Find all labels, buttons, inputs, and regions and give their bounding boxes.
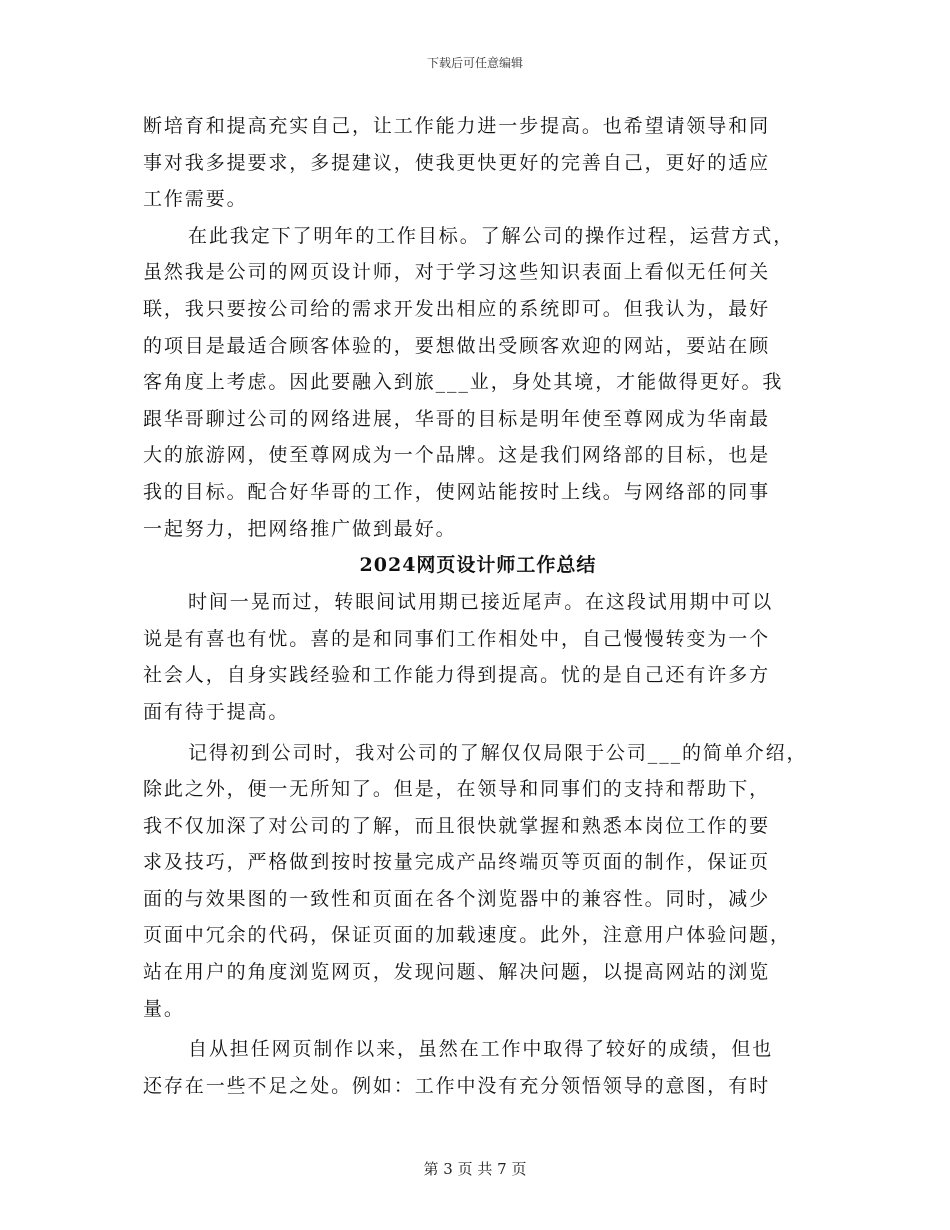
text-line: 求及技巧，严格做到按时按量完成产品终端页等页面的制作，保证页 [143,851,771,874]
text-line: 自从担任网页制作以来，虽然在工作中取得了较好的成绩，但也 [188,1038,774,1061]
text-line: 虽然我是公司的网页设计师，对于学习这些知识表面上看似无任何关 [143,261,771,284]
paragraph-continuation [143,108,833,218]
text-line: 社会人，自身实践经验和工作能力得到提高。忧的是自己还有许多方 [143,664,771,687]
text-line: 的项目是最适合顾客体验的，要想做出受顾客欢迎的网站，要站在顾 [143,334,771,357]
text-line: 我不仅加深了对公司的了解，而且很快就掌握和熟悉本岗位工作的要 [143,814,771,837]
paragraph-learning [143,735,833,1028]
paragraph-probation [143,584,833,730]
text-line: 一起努力，把网络推广做到最好。 [143,517,457,540]
section-heading: 2024网页设计师工作总结 [359,554,597,577]
document-body [143,108,833,1104]
paragraph-shortcomings [143,1031,833,1104]
page-header: 下载后可任意编辑 [426,56,523,70]
text-line: 面有待于提高。 [143,700,290,723]
paragraph-goals [143,218,833,547]
text-line: 我的目标。配合好华哥的工作，使网站能按时上线。与网络部的同事 [143,480,771,503]
page-footer: 第 3 页 共 7 页 [423,1160,527,1178]
text-line: 工作需要。 [143,188,248,211]
text-line: 站在用户的角度浏览网页，发现问题、解决问题，以提高网站的浏览 [143,961,771,984]
text-line: 记得初到公司时，我对公司的了解仅仅局限于公司___的简单介绍， [188,741,808,764]
text-line: 量。 [143,997,185,1020]
text-line: 联，我只要按公司给的需求开发出相应的系统即可。但我认为，最好 [143,297,771,320]
text-line: 断培育和提高充实自己，让工作能力进一步提高。也希望请领导和同 [143,115,771,137]
text-line: 在此我定下了明年的工作目标。了解公司的操作过程，运营方式， [188,224,795,247]
text-line: 跟华哥聊过公司的网络进展，华哥的目标是明年使至尊网成为华南最 [143,407,771,430]
text-line: 客角度上考虑。因此要融入到旅___业，身处其境，才能做得更好。我 [143,371,784,394]
text-line: 页面中冗余的代码，保证页面的加载速度。此外，注意用户体验问题， [143,924,791,947]
text-line: 还存在一些不足之处。例如：工作中没有充分领悟领导的意图，有时 [143,1074,771,1097]
text-line: 除此之外，便一无所知了。但是，在领导和同事们的支持和帮助下， [143,778,771,801]
text-line: 面的与效果图的一致性和页面在各个浏览器中的兼容性。同时，减少 [143,887,771,910]
text-line: 大的旅游网，使至尊网成为一个品牌。这是我们网络部的目标，也是 [143,444,771,467]
text-line: 时间一晃而过，转眼间试用期已接近尾声。在这段试用期中可以 [188,591,774,614]
text-line: 说是有喜也有忧。喜的是和同事们工作相处中，自己慢慢转变为一个 [143,627,771,650]
text-line: 事对我多提要求，多提建议，使我更快更好的完善自己，更好的适应 [143,151,771,174]
